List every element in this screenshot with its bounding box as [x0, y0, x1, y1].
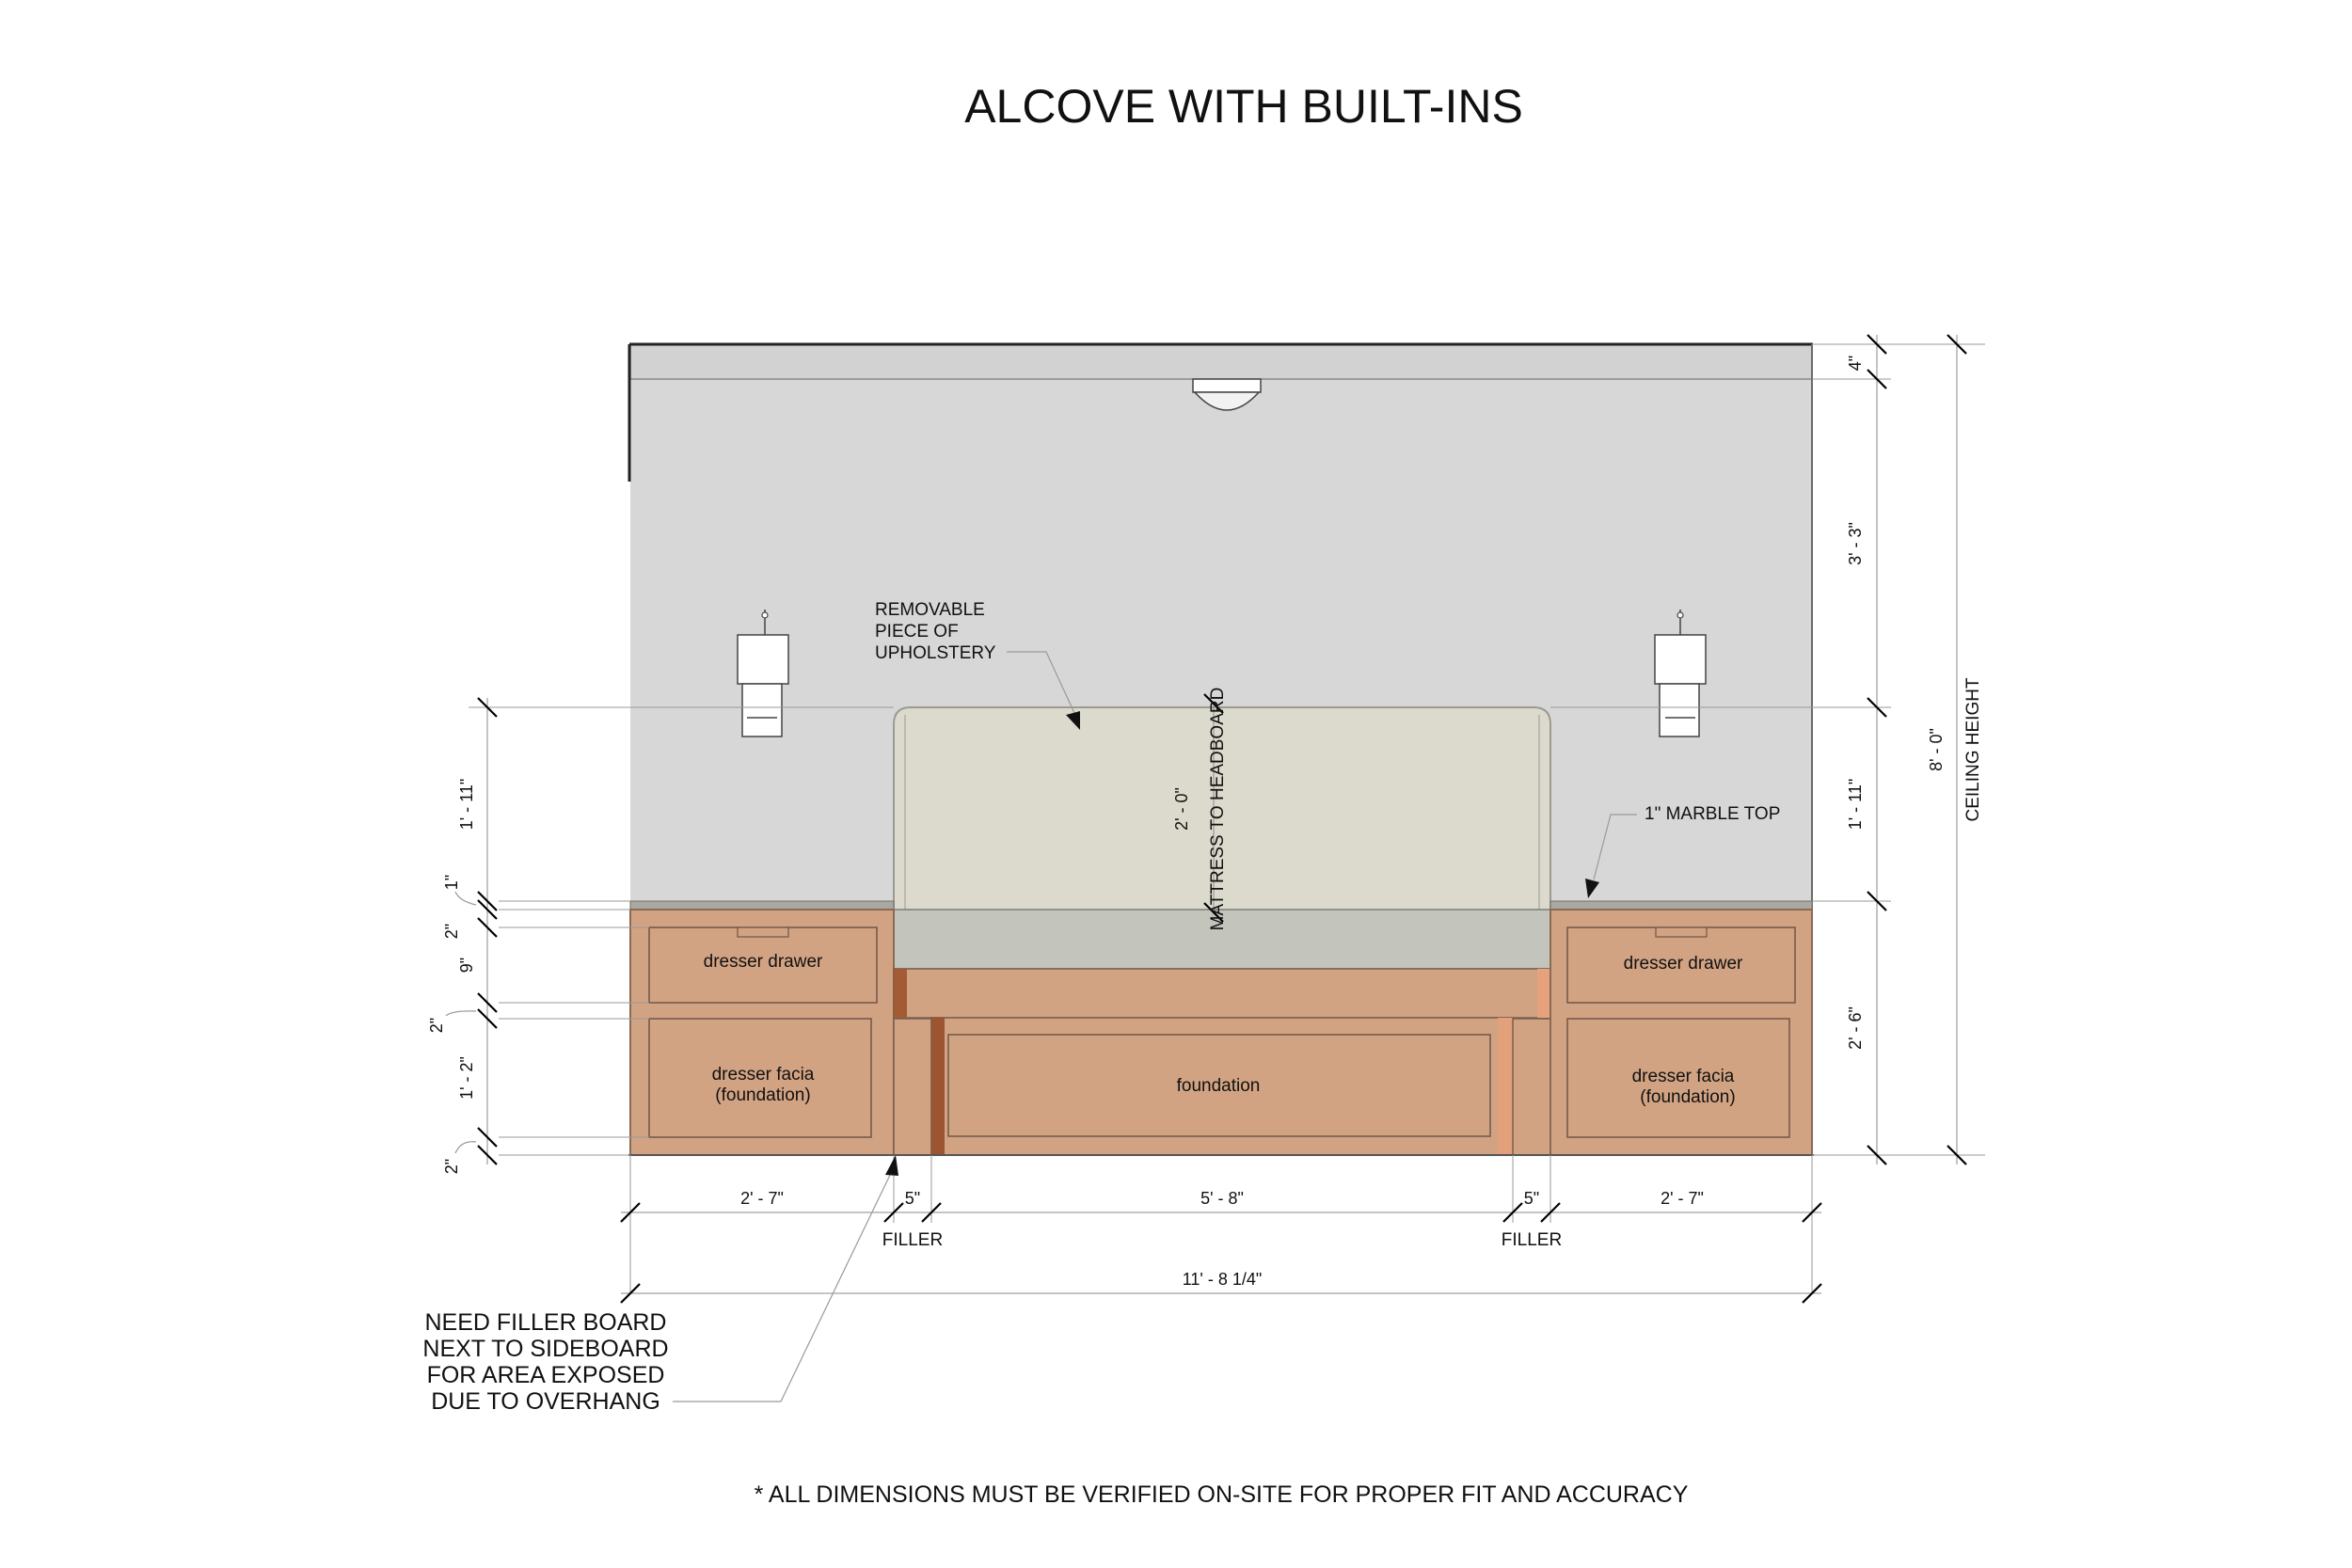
left-drawer-pull-icon [738, 927, 788, 937]
upholstery-note-line-1: REMOVABLE [875, 600, 985, 620]
bottom-bed-dimension: 5' - 8" [1200, 1189, 1244, 1208]
filler-board-note [422, 1155, 898, 1415]
bed-foundation-rightshadow [1537, 969, 1550, 1018]
right-drawer-label: dresser drawer [1623, 954, 1743, 974]
bottom-right-filler-dimension: 5" [1523, 1189, 1540, 1208]
filler-note-line-3: FOR AREA EXPOSED [426, 1362, 665, 1388]
ceiling-height-label: CEILING HEIGHT [1963, 677, 1983, 822]
left-base-dimension: 2" [442, 1158, 461, 1175]
right-middle-dimension: 1' - 11" [1846, 778, 1865, 831]
left-filler-board [894, 1019, 931, 1155]
right-drawer-pull-icon [1656, 927, 1707, 937]
right-filler-board [1513, 1019, 1550, 1155]
bed-foundation-right-leg [1498, 1018, 1513, 1155]
overall-width-dimension: 11' - 8 1/4" [1182, 1270, 1263, 1289]
right-filler-label: FILLER [1501, 1230, 1563, 1250]
headboard-dimension-value: 2' - 0" [1172, 787, 1191, 831]
left-facia-dimension: 1' - 2" [457, 1056, 476, 1100]
upholstery-note-line-3: UPHOLSTERY [875, 643, 996, 663]
bed-foundation-top [894, 969, 1550, 1018]
filler-note-line-4: DUE TO OVERHANG [431, 1388, 660, 1415]
ceiling-soffit [630, 344, 1812, 379]
left-marble-top [630, 901, 894, 910]
left-facia-label-2: (foundation) [715, 1085, 811, 1105]
dimension-footnote: * ALL DIMENSIONS MUST BE VERIFIED ON-SITE FOR PROPER FIT AND ACCURACY [754, 1481, 1689, 1508]
filler-note-line-2: NEXT TO SIDEBOARD [422, 1336, 669, 1362]
bottom-left-cabinet-dimension: 2' - 7" [740, 1189, 784, 1208]
left-drawer-gap-dimension: 2" [442, 923, 461, 940]
filler-note-line-1: NEED FILLER BOARD [424, 1309, 667, 1336]
right-facia-label: dresser facia [1631, 1067, 1735, 1086]
left-facia-label: dresser facia [711, 1065, 815, 1085]
bed-foundation-leftshadow [894, 969, 907, 1018]
bottom-left-filler-dimension: 5" [904, 1189, 921, 1208]
upholstery-note-line-2: PIECE OF [875, 622, 959, 641]
bottom-right-cabinet-dimension: 2' - 7" [1661, 1189, 1704, 1208]
mattress-to-headboard-label: MATTRESS TO HEADBOARD [1208, 687, 1228, 931]
left-marble-dimension: 1" [442, 874, 461, 891]
left-upper-dimension: 1' - 11" [457, 778, 476, 831]
right-upper-dimension: 3' - 3" [1846, 522, 1865, 565]
left-gap-dimension: 2" [427, 1017, 446, 1034]
ceiling-height-dimension [1927, 335, 1983, 1164]
bed-foundation-left-leg [931, 1018, 945, 1155]
drawing-title: ALCOVE WITH BUILT-INS [964, 80, 1523, 133]
left-drawer-label: dresser drawer [703, 952, 823, 972]
left-filler-label: FILLER [882, 1230, 944, 1250]
foundation-label: foundation [1176, 1076, 1261, 1096]
bottom-dimension-chain [621, 1155, 1821, 1303]
right-top-dimension: 4" [1846, 355, 1865, 372]
right-marble-top [1550, 901, 1812, 910]
right-facia-label-2: (foundation) [1640, 1087, 1736, 1107]
left-drawer-dimension: 9" [457, 957, 476, 974]
marble-top-label: 1" MARBLE TOP [1645, 804, 1781, 824]
right-lower-dimension: 2' - 6" [1846, 1006, 1865, 1050]
ceiling-height-value: 8' - 0" [1927, 728, 1946, 771]
